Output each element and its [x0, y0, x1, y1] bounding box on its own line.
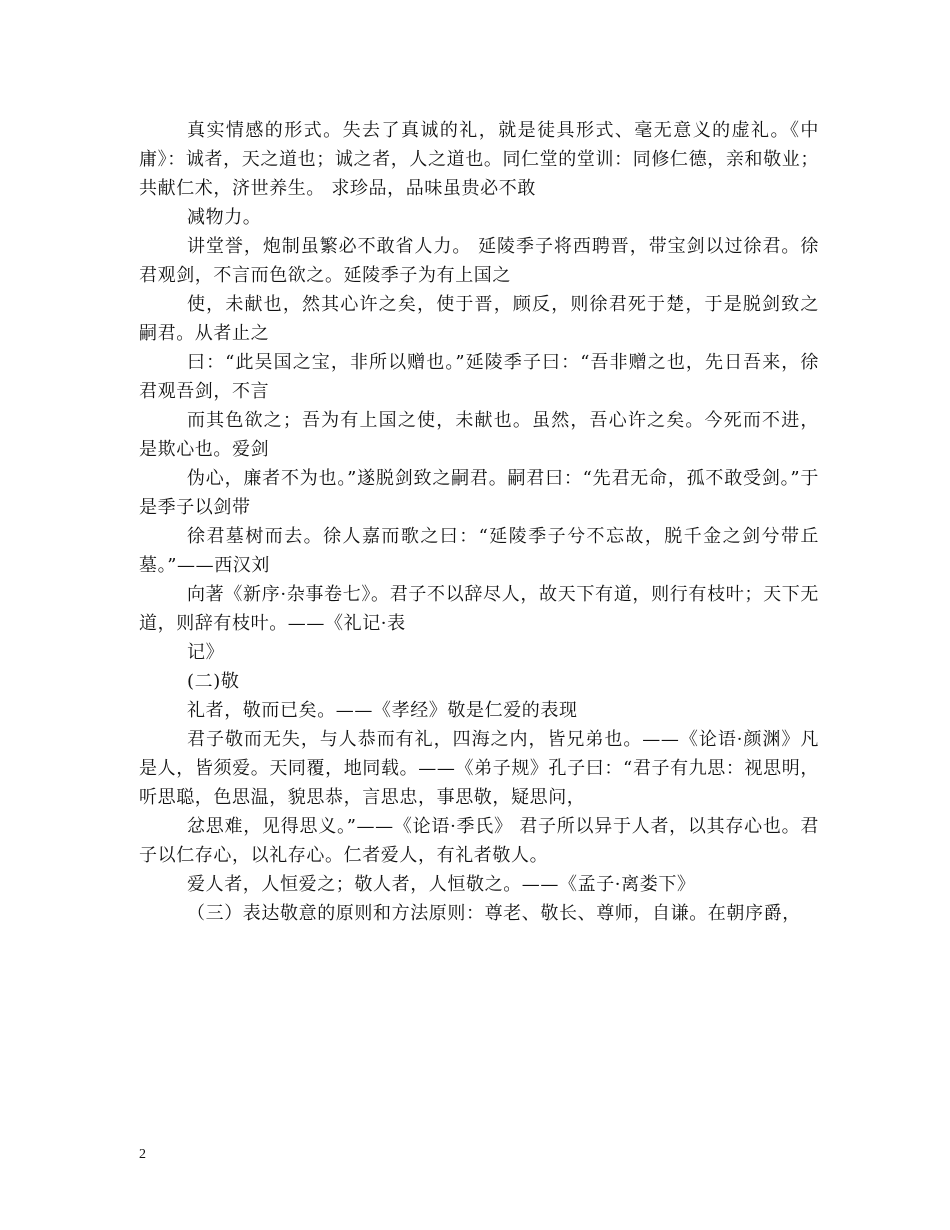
paragraph: 减物力。: [187, 207, 262, 228]
paragraph: 向著《新序·杂事卷七》。君子不以辞尽人，故天下有道，则行有枝叶；天下无道，则辞有枝叶。——《礼记·表: [139, 584, 819, 634]
body-text: [139, 116, 819, 928]
paragraph: 讲堂誉，炮制虽繁必不敢省人力。 延陵季子将西聘晋，带宝剑以过徐君。徐君观剑，不言而色欲之。延陵季子为有上国之: [139, 236, 819, 286]
paragraph: 忿思难，见得思义。”——《论语·季氏》 君子所以异于人者，以其存心也。君子以仁存心，以礼存心。仁者爱人，有礼者敬人。: [139, 816, 819, 866]
paragraph: 君子敬而无失，与人恭而有礼，四海之内，皆兄弟也。——《论语·颜渊》凡是人，皆须爱。天同覆，地同载。——《弟子规》孔子曰：“君子有九思：视思明，听思聪，色思温，貌思恭，言思忠，事思敬，疑思问，: [139, 729, 819, 808]
paragraph: （三）表达敬意的原则和方法原则：尊老、敬长、尊师，自谦。在朝序爵，: [187, 903, 801, 924]
paragraph: 徐君墓树而去。徐人嘉而歌之曰：“延陵季子兮不忘故，脱千金之剑兮带丘墓。”——西汉刘: [139, 526, 819, 576]
paragraph: 礼者，敬而已矣。——《孝经》敬是仁爱的表现: [187, 700, 578, 721]
paragraph: 记》: [187, 642, 225, 663]
paragraph: 爱人者，人恒爱之；敬人者，人恒敬之。——《孟子·离娄下》: [187, 874, 696, 895]
paragraph: 曰：“此吴国之宝，非所以赠也。”延陵季子曰：“吾非赠之也，先日吾来，徐君观吾剑，不言: [139, 352, 819, 402]
paragraph: 而其色欲之；吾为有上国之使，未献也。虽然，吾心许之矣。今死而不进，是欺心也。爱剑: [139, 410, 819, 460]
paragraph: 真实情感的形式。失去了真诚的礼，就是徒具形式、毫无意义的虚礼。《中庸》：诚者，天之道也；诚之者，人之道也。同仁堂的堂训：同修仁德，亲和敬业；共献仁术，济世养生。 求珍品，品味虽贵必不敢: [139, 120, 819, 199]
section-heading: (二)敬: [187, 671, 240, 692]
paragraph: 使，未献也，然其心许之矣，使于晋，顾反，则徐君死于楚，于是脱剑致之嗣君。从者止之: [139, 294, 819, 344]
page-number: 2: [139, 1147, 146, 1162]
paragraph: 伪心，廉者不为也。”遂脱剑致之嗣君。嗣君曰：“先君无命，孤不敢受剑。”于是季子以剑带: [139, 468, 819, 518]
